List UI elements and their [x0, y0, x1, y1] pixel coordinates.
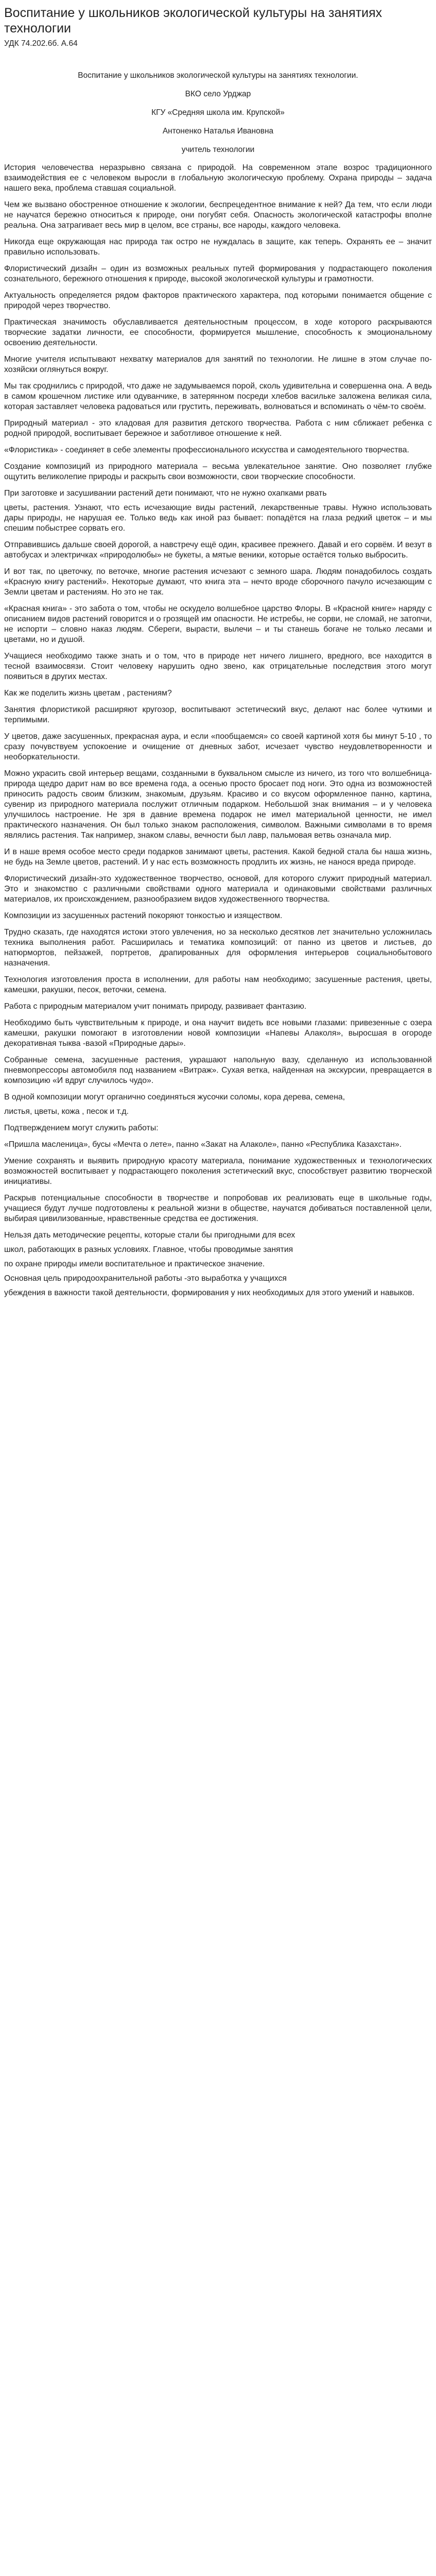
- paragraph: Необходимо быть чувствительным к природе, и она научит видеть все новыми глазами: привезенные с озера камешки, ракушки помогают в изготовлении новой композиции «Напевы Алаколя», выросшая в огороде декоративная тыква -вазой «Природные дары».: [4, 1019, 432, 1048]
- paragraph: Учащиеся необходимо также знать и о том, что в природе нет ничего лишнего, вредного, все находится в тесной взаимосвязи. Стоит человеку нарушить одно звено, как отрицательные последствия этого могут появиться в других местах.: [4, 652, 432, 681]
- paragraph: Флористический дизайн-это художественное творчество, основой, для которого служит природный материал. Это и знакомство с различными свойствами одного материала и одинаковыми свойствами различных материалов, их происхождением, разнообразием видов художественного творчества.: [4, 874, 432, 904]
- paragraph: И вот так, по цветочку, по веточке, многие растения исчезают с земного шара. Людям понадобилось создать «Красную книгу растений». Некоторые думают, что книга эта – нечто вроде сборочного пачуло исчезающим с Земли цветам и растениям. Но это не так.: [4, 567, 432, 597]
- paragraph: Технология изготовления проста в исполнении, для работы нам необходимо; засушенные растения, цветы, камешки, ракушки, песок, веточки, семена.: [4, 975, 432, 994]
- paragraph: по охране природы имели воспитательное и практическое значение.: [4, 1260, 265, 1268]
- paragraph: цветы, растения. Узнают, что есть исчезающие виды растений, лекарственные травы. Нужно использовать дары природы, не нарушая ее. Только ведь как иной раз бывает: попадётся на глаза редкий цветок – и мы спешим побыстрее сорвать его.: [4, 503, 432, 533]
- paragraph: Трудно сказать, где находятся истоки этого увлечения, но за несколько десятков лет значительно усложнилась техника выполнения работ. Расширилась и тематика композиций: от панно из цветов и листьев, до натюрмортов, пейзажей, портретов, драпированных для оформления интерьеров социальнобытового назначения.: [4, 928, 432, 968]
- paragraph: Флористический дизайн – один из возможных реальных путей формирования у подрастающего поколения сознательного, бережного отношения к природе, высокой экологической культуры и грамотности.: [4, 264, 432, 283]
- paragraph: Природный материал - это кладовая для развития детского творчества. Работа с ним сближает ребенка с родной природой, воспитывает бережное и заботливое отношение к ней.: [4, 419, 432, 438]
- paragraph: В одной композиции могут органично соединяться жусочки соломы, кора дерева, семена,: [4, 1093, 345, 1101]
- paragraph: История человечества неразрывно связана с природой. На современном этапе возрос традиционного взаимодействия ее с человеком выросли в глобальную экологическую проблему. Охрана природы – задача нашего века, проблема ставшая социальной.: [4, 163, 432, 193]
- paragraph: Композиции из засушенных растений покоряют тонкостью и изяществом.: [4, 911, 283, 920]
- paragraph: Работа с природным материалом учит понимать природу, развивает фантазию.: [4, 1002, 307, 1011]
- article-body: [4, 163, 432, 1298]
- paragraph: листья, цветы, кожа , песок и т.д.: [4, 1107, 129, 1116]
- paragraph: Создание композиций из природного материала – весьма увлекательное занятие. Оно позволяет глубже ощутить великолепие природы и раскрыть свои возможности, свои творческие способности.: [4, 462, 432, 481]
- paragraph: Отправившись дальше своей дорогой, а навстречу ещё один, красивее прежнего. Давай и его сорвём. И везут в автобусах и электричках «природолюбы» не букеты, а мятые веники, которые остаётся только выбросить.: [4, 540, 432, 560]
- header-line-location: ВКО село Урджар: [185, 90, 251, 98]
- paragraph: убеждения в важности такой деятельности, формирования у них необходимых для этого умений и навыков.: [4, 1289, 415, 1297]
- paragraph: Чем же вызвано обостренное отношение к экологии, беспрецедентное внимание к ней? Да тем, что если люди не научатся бережно относиться к природе, они погубят себя. Опасность экологической катастрофы вполне реальна. Она затрагивает весь мир в целом, все страны, все народы, каждого человека.: [4, 200, 432, 230]
- paragraph: Практическая значимость обуславливается деятельностным процессом, в ходе которого раскрываются творческие задатки личности, ее способности, формируется мышление, способность к эмоциональному освоению деятельности.: [4, 318, 432, 347]
- paragraph: Многие учителя испытывают нехватку материалов для занятий по технологии. Не лишне в этом случае по-хозяйски оглянуться вокруг.: [4, 355, 432, 374]
- paragraph: школ, работающих в разных условиях. Главное, чтобы проводимые занятия: [4, 1245, 293, 1254]
- paragraph: При заготовке и засушивании растений дети понимают, что не нужно охапками рвать: [4, 489, 327, 498]
- paragraph: Занятия флористикой расширяют кругозор, воспитывают эстетический вкус, делают нас более чуткими и терпимыми.: [4, 705, 432, 724]
- paragraph: «Пришла масленица», бусы «Мечта о лете», панно «Закат на Алаколе», панно «Республика Казахстан».: [4, 1140, 402, 1149]
- paragraph: У цветов, даже засушенных, прекрасная аура, и если «пообщаемся» со своей картиной хотя бы минут 5-10 , то сразу почувствуем успокоение и очищение от дневных забот, исчезает чувство неудовлетворенности и необоркательности.: [4, 732, 432, 761]
- paragraph: Умение сохранять и выявить природную красоту материала, понимание художественных и технологических возможностей воспитывает у подрастающего поколения эстетический вкус, способствует развитию творческой инициативы.: [4, 1157, 432, 1186]
- header-line-topic: Воспитание у школьников экологической культуры на занятиях технологии.: [78, 71, 358, 80]
- header-line-school: КГУ «Средняя школа им. Крупской»: [151, 108, 285, 117]
- paragraph: Собранные семена, засушенные растения, украшают напольную вазу, сделанную из использованной пневмопрессоры автомобиля под названием «Витраж». Сухая ветка, найденная на экскурсии, превращается в композицию «И вдруг случилось чудо».: [4, 1056, 432, 1085]
- paragraph: Основная цель природоохранительной работы -это выработка у учащихся: [4, 1274, 287, 1283]
- header-line-author: Антоненко Наталья Ивановна: [162, 127, 274, 135]
- paragraph: Подтверждением могут служить работы:: [4, 1124, 159, 1132]
- paragraph: «Флористика» - соединяет в себе элементы профессионального искусства и самодеятельного творчества.: [4, 446, 409, 454]
- paragraph: Раскрыв потенциальные способности в творчестве и попробовав их реализовать еще в школьные годы, учащиеся будут лучше подготовлены к реальной жизни в обществе, научатся добиваться поставленной цели, выбирая цивилизованные, нравственные средства ее достижения.: [4, 1194, 432, 1223]
- paragraph: Можно украсить свой интерьер вещами, созданными в буквальном смысле из ничего, из того что волшебница-природа щедро дарит нам во все времена года, а осенью просто бросает под ноги. Это одна из возможностей приносить радость своим близким, знакомым, друзьям. Красиво и со вкусом оформленное панно, картина, сувенир из природного материала послужит отличным подарком. Небольшой знак внимания – и у человека улучшилось настроение. Не зря в давние времена подарок не имел материальной ценности, не имел практического назначения. Он был только знаком расположения, символом. Важными символами в то время являлись растения. Так например, знаком славы, вечности был лавр, пальмовая ветвь означала мир.: [4, 769, 432, 840]
- udk-code: УДК 74.202.6б. А.64: [4, 39, 78, 48]
- header-line-position: учитель технологии: [181, 145, 255, 154]
- paragraph: Нельзя дать методические рецепты, которые стали бы пригодными для всех: [4, 1231, 295, 1240]
- paragraph: Никогда еще окружающая нас природа так остро не нуждалась в защите, как теперь. Охранять ее – значит правильно использовать.: [4, 238, 432, 257]
- paragraph: «Красная книга» - это забота о том, чтобы не оскудело волшебное царство Флоры. В «Красной книге» наряду с описанием видов растений говорится и о грозящей им опасности. Не истребы, не сорви, не сломай, не затопчи, не испорти – словно наказ людям. Сбереги, вырасти, вылечи – и ты станешь богаче не только лесами и цветами, но и душой.: [4, 604, 432, 644]
- paragraph: Мы так сроднились с природой, что даже не задумываемся порой, сколь удивительна и совершенна она. А ведь в самом крошечном листике или одуванчике, в затерянном посреди хлебов васильке заложена великая сила, которая заставляет человека радоваться или грустить, переживать, волноваться и вспоминать о чём-то своём.: [4, 382, 432, 411]
- author-header: [4, 70, 432, 156]
- page-title: Воспитание у школьников экологической культуры на занятиях технологии: [4, 6, 382, 36]
- paragraph: Как же поделить жизнь цветам , растениям?: [4, 689, 172, 698]
- paragraph: Актуальность определяется рядом факторов практического характера, под которыми понимается общение с природой через творчество.: [4, 291, 432, 310]
- paragraph: И в наше время особое место среди подарков занимают цветы, растения. Какой бедной стала бы наша жизнь, не будь на Земле цветов, растений. И у нас есть возможность продлить их жизнь, не нанося вреда природе.: [4, 848, 432, 867]
